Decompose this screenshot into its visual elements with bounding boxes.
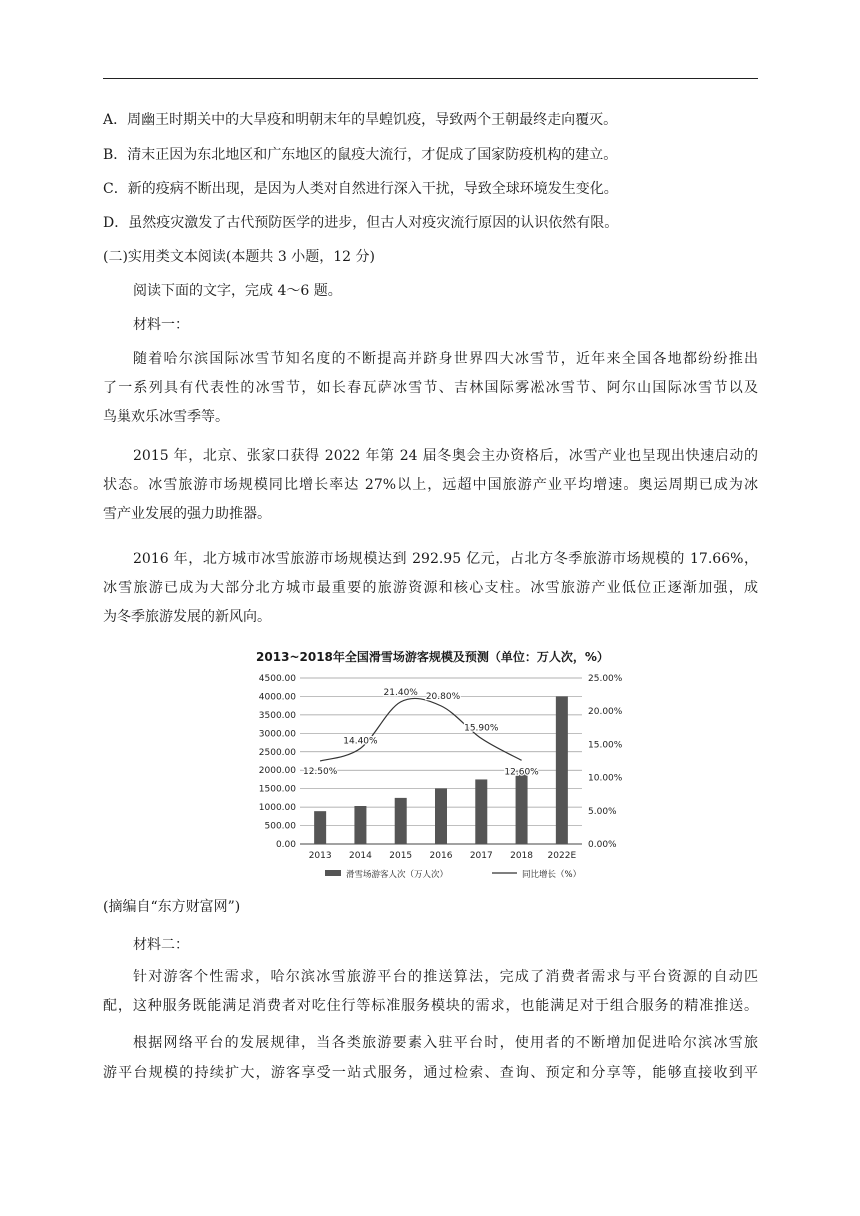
right-tick-label: 10.00% bbox=[588, 773, 623, 784]
left-tick-label: 2500.00 bbox=[258, 747, 296, 758]
legend-bar-label: 滑雪场游客人次（万人次） bbox=[346, 870, 449, 880]
material1-p3-line1: 2016 年，北方城市冰雪旅游市场规模达到 292.95 亿元，占北方冬季旅游市场规模的 17.66%， bbox=[133, 551, 758, 567]
material1-p2-line3: 雪产业发展的强力助推器。 bbox=[103, 506, 271, 522]
right-tick-label: 15.00% bbox=[588, 740, 623, 751]
data-label: 14.40% bbox=[343, 736, 378, 747]
data-label: 20.80% bbox=[425, 691, 461, 702]
x-tick-label: 2013 bbox=[308, 851, 332, 861]
bar-2015 bbox=[395, 798, 407, 844]
section-heading: (二)实用类文本阅读(本题共 3 小题，12 分) bbox=[103, 249, 375, 265]
bar-2017 bbox=[475, 779, 487, 844]
left-tick-label: 0.00 bbox=[275, 840, 296, 850]
header-rule bbox=[103, 78, 758, 79]
bar-2016 bbox=[435, 788, 447, 844]
material2-p2-line1: 根据网络平台的发展规律，当各类旅游要素入驻平台时，使用者的不断增加促进哈尔滨冰雪旅 bbox=[133, 1035, 758, 1051]
x-tick-label: 2016 bbox=[429, 851, 453, 861]
section-instruction: 阅读下面的文字，完成 4～6 题。 bbox=[133, 283, 342, 299]
option-c: C．新的疫病不断出现，是因为人类对自然进行深入干扰，导致全球环境发生变化。 bbox=[103, 181, 618, 197]
option-b: B．清末正因为东北地区和广东地区的鼠疫大流行，才促成了国家防疫机构的建立。 bbox=[103, 147, 618, 163]
x-tick-label: 2017 bbox=[469, 851, 493, 861]
material1-p2-line2: 状态。冰雪旅游市场规模同比增长率达 27%以上，远超中国旅游产业平均增速。奥运周期已成为冰 bbox=[103, 477, 758, 493]
material1-p3-line2: 冰雪旅游已成为大部分北方城市最重要的旅游资源和核心支柱。冰雪旅游产业低位正逐渐加强，成 bbox=[103, 580, 758, 596]
bar-2013 bbox=[314, 811, 326, 844]
x-tick-label: 2018 bbox=[510, 851, 534, 861]
left-tick-label: 4500.00 bbox=[258, 674, 296, 684]
data-label: 12.60% bbox=[504, 767, 539, 778]
right-tick-label: 25.00% bbox=[588, 674, 623, 684]
material1-p2-line1: 2015 年，北京、张家口获得 2022 年第 24 届冬奥会主办资格后，冰雪产业也呈现出快速启动的 bbox=[133, 448, 758, 464]
left-tick-label: 3500.00 bbox=[258, 710, 296, 721]
chart-svg bbox=[225, 648, 640, 888]
tourist-chart bbox=[225, 648, 640, 888]
data-label: 15.90% bbox=[464, 723, 499, 734]
right-tick-label: 5.00% bbox=[588, 806, 617, 817]
left-tick-label: 3000.00 bbox=[258, 729, 296, 740]
left-tick-label: 1000.00 bbox=[258, 803, 296, 814]
bar-2018 bbox=[516, 771, 528, 844]
x-tick-label: 2022E bbox=[547, 851, 577, 861]
material2-label: 材料二： bbox=[133, 937, 189, 953]
legend-line-label: 同比增长（%） bbox=[522, 870, 582, 880]
material1-p1-line2: 了一系列具有代表性的冰雪节，如长春瓦萨冰雪节、吉林国际雾凇冰雪节、阿尔山国际冰雪节以及 bbox=[103, 380, 758, 396]
material1-p1-line3: 鸟巢欢乐冰雪季等。 bbox=[103, 409, 229, 425]
material2-p1-line2: 配，这种服务既能满足消费者对吃住行等标准服务模块的需求，也能满足对于组合服务的精准推送。 bbox=[103, 998, 758, 1014]
legend-bar-swatch bbox=[325, 870, 341, 876]
right-tick-label: 0.00% bbox=[588, 840, 617, 850]
left-tick-label: 4000.00 bbox=[258, 692, 296, 703]
data-label: 12.50% bbox=[302, 767, 338, 777]
material2-p2-line2: 游平台规模的持续扩大，游客享受一站式服务，通过检索、查询、预定和分享等，能够直接收到平 bbox=[103, 1065, 758, 1081]
bar-2022E bbox=[556, 696, 568, 844]
option-d: D．虽然疫灾激发了古代预防医学的进步，但古人对疫灾流行原因的认识依然有限。 bbox=[103, 215, 619, 231]
material2-p1-line1: 针对游客个性需求，哈尔滨冰雪旅游平台的推送算法，完成了消费者需求与平台资源的自动匹 bbox=[133, 969, 758, 985]
chart-title: 2013~2018年全国滑雪场游客规模及预测（单位：万人次，%） bbox=[256, 650, 609, 664]
material1-label: 材料一： bbox=[133, 317, 189, 333]
material1-p1-line1: 随着哈尔滨国际冰雪节知名度的不断提高并跻身世界四大冰雪节，近年来全国各地都纷纷推出 bbox=[133, 351, 758, 367]
data-label: 21.40% bbox=[383, 687, 418, 698]
source-citation: (摘编自“东方财富网”) bbox=[103, 899, 241, 915]
x-tick-label: 2015 bbox=[389, 851, 413, 861]
left-tick-label: 2000.00 bbox=[258, 766, 296, 777]
left-tick-label: 1500.00 bbox=[258, 784, 296, 795]
x-tick-label: 2014 bbox=[348, 851, 372, 861]
material1-p3-line3: 为冬季旅游发展的新风向。 bbox=[103, 609, 271, 625]
right-tick-label: 20.00% bbox=[588, 707, 623, 718]
left-tick-label: 500.00 bbox=[264, 821, 296, 832]
bar-2014 bbox=[354, 806, 366, 844]
option-a: A．周幽王时期关中的大旱疫和明朝末年的旱蝗饥疫，导致两个王朝最终走向覆灭。 bbox=[103, 112, 618, 128]
